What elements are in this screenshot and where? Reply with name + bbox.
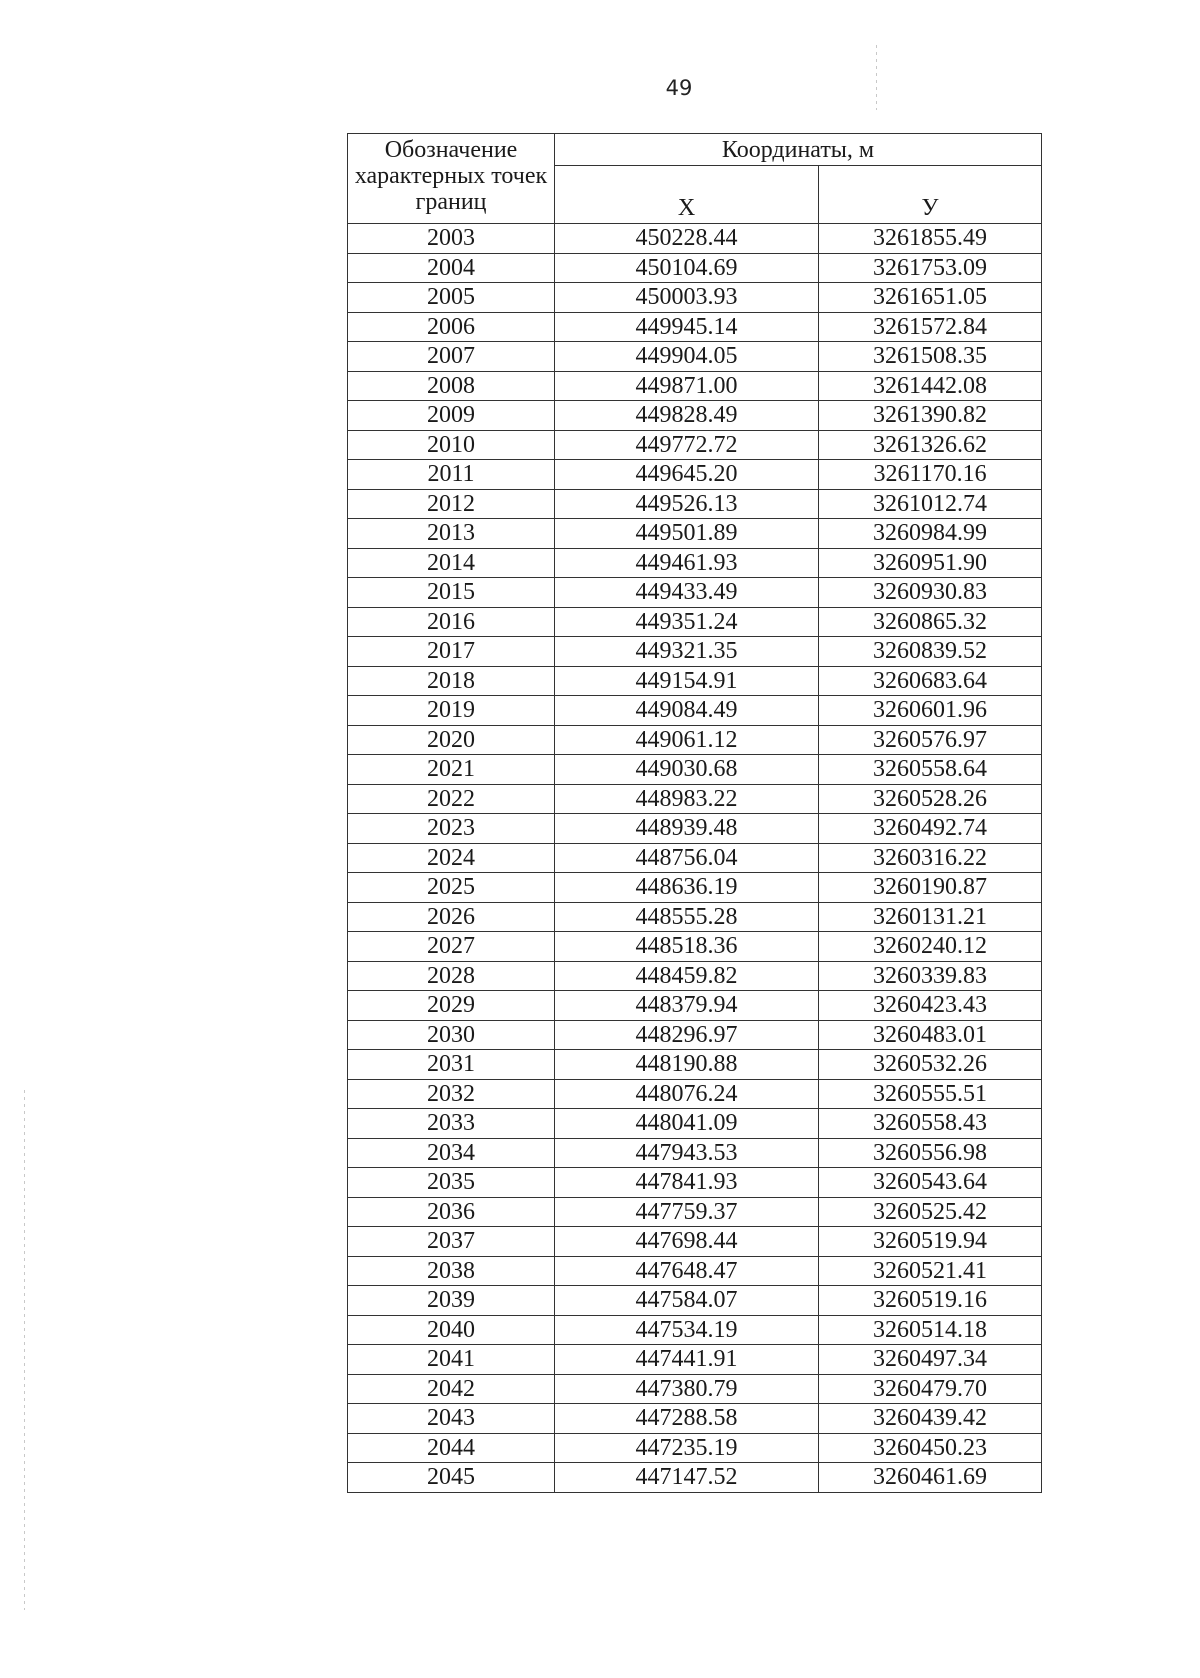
y-coordinate-cell: 3260984.99 [819,519,1042,549]
x-coordinate-cell: 447648.47 [555,1256,819,1286]
table-row [348,1315,1042,1345]
y-coordinate-cell: 3260439.42 [819,1404,1042,1434]
y-coordinate-cell: 3260951.90 [819,548,1042,578]
x-coordinate-cell: 447441.91 [555,1345,819,1375]
point-cell: 2016 [348,607,555,637]
x-coordinate-cell: 447235.19 [555,1433,819,1463]
y-coordinate-cell: 3260532.26 [819,1050,1042,1080]
point-cell: 2036 [348,1197,555,1227]
x-coordinate-cell: 450228.44 [555,224,819,254]
table-row [348,784,1042,814]
point-cell: 2008 [348,371,555,401]
x-coordinate-cell: 448983.22 [555,784,819,814]
table-row [348,1109,1042,1139]
point-cell: 2020 [348,725,555,755]
x-column-header: Х [555,166,819,224]
y-coordinate-cell: 3260576.97 [819,725,1042,755]
point-cell: 2009 [348,401,555,431]
x-coordinate-cell: 447584.07 [555,1286,819,1316]
y-coordinate-cell: 3260339.83 [819,961,1042,991]
point-cell: 2028 [348,961,555,991]
x-coordinate-cell: 449945.14 [555,312,819,342]
point-cell: 2041 [348,1345,555,1375]
y-coordinate-cell: 3261442.08 [819,371,1042,401]
table-row [348,489,1042,519]
x-coordinate-cell: 448636.19 [555,873,819,903]
y-coordinate-cell: 3260519.94 [819,1227,1042,1257]
table-row [348,755,1042,785]
point-cell: 2035 [348,1168,555,1198]
point-cell: 2010 [348,430,555,460]
y-coordinate-cell: 3261855.49 [819,224,1042,254]
point-column-header: Обозначение характерных точек границ [348,134,555,224]
table-row [348,519,1042,549]
x-coordinate-cell: 448518.36 [555,932,819,962]
point-cell: 2033 [348,1109,555,1139]
table-header [348,134,1042,224]
point-cell: 2044 [348,1433,555,1463]
x-coordinate-cell: 449351.24 [555,607,819,637]
x-coordinate-cell: 449321.35 [555,637,819,667]
x-coordinate-cell: 449772.72 [555,430,819,460]
y-coordinate-cell: 3261390.82 [819,401,1042,431]
table-body [348,224,1042,1493]
point-cell: 2005 [348,283,555,313]
point-cell: 2007 [348,342,555,372]
table-row [348,1463,1042,1493]
y-coordinate-cell: 3260131.21 [819,902,1042,932]
x-coordinate-cell: 447380.79 [555,1374,819,1404]
point-cell: 2015 [348,578,555,608]
table-row [348,991,1042,1021]
y-coordinate-cell: 3260558.64 [819,755,1042,785]
y-coordinate-cell: 3260543.64 [819,1168,1042,1198]
y-coordinate-cell: 3260483.01 [819,1020,1042,1050]
point-cell: 2043 [348,1404,555,1434]
y-coordinate-cell: 3260525.42 [819,1197,1042,1227]
table-row [348,607,1042,637]
table-row [348,224,1042,254]
table-row [348,902,1042,932]
x-coordinate-cell: 449501.89 [555,519,819,549]
point-cell: 2037 [348,1227,555,1257]
point-cell: 2012 [348,489,555,519]
x-coordinate-cell: 449871.00 [555,371,819,401]
point-cell: 2039 [348,1286,555,1316]
table-row [348,1050,1042,1080]
y-coordinate-cell: 3261326.62 [819,430,1042,460]
point-cell: 2034 [348,1138,555,1168]
x-coordinate-cell: 449904.05 [555,342,819,372]
table-row [348,637,1042,667]
x-coordinate-cell: 449154.91 [555,666,819,696]
x-coordinate-cell: 448076.24 [555,1079,819,1109]
point-cell: 2019 [348,696,555,726]
x-coordinate-cell: 447698.44 [555,1227,819,1257]
point-cell: 2003 [348,224,555,254]
table-row [348,814,1042,844]
table-row [348,1433,1042,1463]
y-coordinate-cell: 3260930.83 [819,578,1042,608]
x-coordinate-cell: 448459.82 [555,961,819,991]
point-cell: 2032 [348,1079,555,1109]
y-coordinate-cell: 3261651.05 [819,283,1042,313]
x-coordinate-cell: 448296.97 [555,1020,819,1050]
y-coordinate-cell: 3261753.09 [819,253,1042,283]
table-row [348,342,1042,372]
x-coordinate-cell: 449526.13 [555,489,819,519]
y-coordinate-cell: 3261572.84 [819,312,1042,342]
x-coordinate-cell: 447759.37 [555,1197,819,1227]
y-coordinate-cell: 3260190.87 [819,873,1042,903]
point-cell: 2006 [348,312,555,342]
table-row [348,312,1042,342]
x-coordinate-cell: 447147.52 [555,1463,819,1493]
table-row [348,1286,1042,1316]
y-coordinate-cell: 3261012.74 [819,489,1042,519]
x-coordinate-cell: 449828.49 [555,401,819,431]
table-row [348,1374,1042,1404]
point-cell: 2014 [348,548,555,578]
y-coordinate-cell: 3260521.41 [819,1256,1042,1286]
x-coordinate-cell: 448555.28 [555,902,819,932]
table-row [348,1138,1042,1168]
table-row [348,1227,1042,1257]
point-cell: 2013 [348,519,555,549]
table-row [348,1197,1042,1227]
y-coordinate-cell: 3260555.51 [819,1079,1042,1109]
y-coordinate-cell: 3260514.18 [819,1315,1042,1345]
table-row [348,961,1042,991]
x-coordinate-cell: 448379.94 [555,991,819,1021]
point-cell: 2026 [348,902,555,932]
y-coordinate-cell: 3261170.16 [819,460,1042,490]
point-cell: 2031 [348,1050,555,1080]
point-cell: 2042 [348,1374,555,1404]
x-coordinate-cell: 449433.49 [555,578,819,608]
x-coordinate-cell: 450003.93 [555,283,819,313]
point-cell: 2045 [348,1463,555,1493]
point-cell: 2024 [348,843,555,873]
y-coordinate-cell: 3260558.43 [819,1109,1042,1139]
page-number: 49 [665,76,693,100]
y-column-header: У [819,166,1042,224]
y-coordinate-cell: 3260556.98 [819,1138,1042,1168]
table-row [348,666,1042,696]
point-cell: 2023 [348,814,555,844]
x-coordinate-cell: 447841.93 [555,1168,819,1198]
coordinates-header: Координаты, м [555,134,1042,166]
table-row [348,696,1042,726]
y-coordinate-cell: 3260519.16 [819,1286,1042,1316]
y-coordinate-cell: 3260865.32 [819,607,1042,637]
y-coordinate-cell: 3260423.43 [819,991,1042,1021]
y-coordinate-cell: 3260839.52 [819,637,1042,667]
x-coordinate-cell: 448190.88 [555,1050,819,1080]
y-coordinate-cell: 3260461.69 [819,1463,1042,1493]
x-coordinate-cell: 448041.09 [555,1109,819,1139]
x-coordinate-cell: 450104.69 [555,253,819,283]
point-cell: 2027 [348,932,555,962]
table-row [348,1345,1042,1375]
point-cell: 2021 [348,755,555,785]
x-coordinate-cell: 448756.04 [555,843,819,873]
y-coordinate-cell: 3260479.70 [819,1374,1042,1404]
point-cell: 2004 [348,253,555,283]
x-coordinate-cell: 447288.58 [555,1404,819,1434]
table-row [348,1404,1042,1434]
y-coordinate-cell: 3260497.34 [819,1345,1042,1375]
point-cell: 2022 [348,784,555,814]
y-coordinate-cell: 3261508.35 [819,342,1042,372]
point-cell: 2040 [348,1315,555,1345]
x-coordinate-cell: 449084.49 [555,696,819,726]
coordinates-table [347,133,1042,1493]
table-row [348,932,1042,962]
y-coordinate-cell: 3260601.96 [819,696,1042,726]
point-cell: 2029 [348,991,555,1021]
point-cell: 2025 [348,873,555,903]
y-coordinate-cell: 3260528.26 [819,784,1042,814]
x-coordinate-cell: 449061.12 [555,725,819,755]
x-coordinate-cell: 447534.19 [555,1315,819,1345]
point-cell: 2038 [348,1256,555,1286]
table-row [348,253,1042,283]
x-coordinate-cell: 448939.48 [555,814,819,844]
y-coordinate-cell: 3260450.23 [819,1433,1042,1463]
table-row [348,460,1042,490]
table-row [348,873,1042,903]
scan-artifact-left [24,1090,25,1610]
table-row [348,401,1042,431]
point-cell: 2030 [348,1020,555,1050]
table-row [348,548,1042,578]
table-row [348,1168,1042,1198]
x-coordinate-cell: 447943.53 [555,1138,819,1168]
y-coordinate-cell: 3260316.22 [819,843,1042,873]
y-coordinate-cell: 3260240.12 [819,932,1042,962]
table-row [348,371,1042,401]
table-row [348,1020,1042,1050]
table-row [348,578,1042,608]
x-coordinate-cell: 449461.93 [555,548,819,578]
table-row [348,1256,1042,1286]
point-cell: 2018 [348,666,555,696]
y-coordinate-cell: 3260492.74 [819,814,1042,844]
table-row [348,283,1042,313]
point-cell: 2017 [348,637,555,667]
table-row [348,843,1042,873]
point-cell: 2011 [348,460,555,490]
table-row [348,725,1042,755]
x-coordinate-cell: 449645.20 [555,460,819,490]
x-coordinate-cell: 449030.68 [555,755,819,785]
y-coordinate-cell: 3260683.64 [819,666,1042,696]
table-row [348,1079,1042,1109]
table-row [348,430,1042,460]
